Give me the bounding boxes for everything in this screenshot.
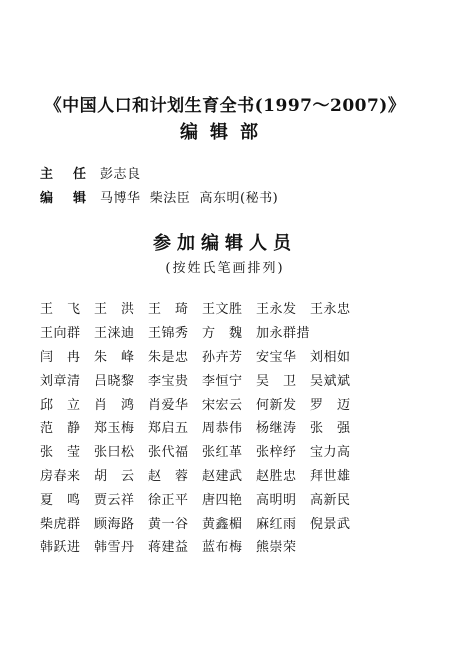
participant-name: 顾海路 [94, 516, 135, 532]
participants-row [40, 391, 420, 415]
participant-name: 吴斌斌 [310, 373, 351, 389]
participant-name: 黄一谷 [148, 516, 189, 532]
participant-name: 杨继涛 [256, 421, 297, 437]
participant-name: 王永忠 [310, 302, 351, 318]
participant-name: 王涞迪 [94, 326, 135, 342]
participant-name: 王 洪 [94, 302, 135, 318]
participant-name: 王向群 [40, 326, 81, 342]
participant-name: 方 魏 [202, 326, 243, 342]
participant-name: 罗 迈 [310, 397, 351, 413]
participant-name: 贾云祥 [94, 492, 135, 508]
participant-name: 高明明 [256, 492, 297, 508]
participant-name: 吕晓黎 [94, 373, 135, 389]
participant-name: 王锦秀 [148, 326, 189, 342]
staff-row [40, 160, 278, 184]
participants-title: 参加编辑人员 [153, 233, 297, 254]
participant-name: 唐四艳 [202, 492, 243, 508]
participant-name: 王 飞 [40, 302, 81, 318]
staff-list [40, 160, 278, 208]
participant-name: 蓝布梅 [202, 540, 243, 556]
participant-name: 邱 立 [40, 397, 81, 413]
role-char: 主 [40, 166, 54, 182]
participant-name: 蒋建益 [148, 540, 189, 556]
participant-name: 麻红雨 [256, 516, 297, 532]
participants-list [40, 296, 420, 558]
participant-name: 宋宏云 [202, 397, 243, 413]
participant-name: 张代福 [148, 445, 189, 461]
participants-row [40, 367, 420, 391]
participant-name: 熊崇荣 [256, 540, 297, 556]
participant-name: 安宝华 [256, 349, 297, 365]
participants-row [40, 510, 420, 534]
participant-name: 宝力高 [310, 445, 351, 461]
staff-names: 彭志良 [100, 166, 141, 182]
participant-name: 何新发 [256, 397, 297, 413]
participant-name: 刘章清 [40, 373, 81, 389]
participant-name: 赵建武 [202, 468, 243, 484]
participant-name: 张 强 [310, 421, 351, 437]
participant-name: 朱是忠 [148, 349, 189, 365]
role-char: 任 [72, 166, 86, 182]
participant-name: 韩跃进 [40, 540, 81, 556]
participants-row [40, 415, 420, 439]
participant-name: 周恭伟 [202, 421, 243, 437]
participants-row [40, 296, 420, 320]
participant-name: 李宝贵 [148, 373, 189, 389]
participant-name: 加永群措 [256, 326, 311, 342]
participant-name: 吴 卫 [256, 373, 297, 389]
participant-name: 张曰松 [94, 445, 135, 461]
participant-name: 刘相如 [310, 349, 351, 365]
participant-name: 李恒宁 [202, 373, 243, 389]
participant-name: 郑玉梅 [94, 421, 135, 437]
participants-row [40, 486, 420, 510]
participant-name: 赵胜忠 [256, 468, 297, 484]
participant-name: 夏 鸣 [40, 492, 81, 508]
participant-name: 拜世雄 [310, 468, 351, 484]
participant-name: 王文胜 [202, 302, 243, 318]
participant-name: 房春来 [40, 468, 81, 484]
participant-name: 柴虎群 [40, 516, 81, 532]
staff-row [40, 184, 278, 208]
participant-name: 徐正平 [148, 492, 189, 508]
participant-name: 肖爱华 [148, 397, 189, 413]
role-label [40, 187, 96, 206]
role-label [40, 163, 96, 182]
participants-row [40, 320, 420, 344]
participant-name: 张红革 [202, 445, 243, 461]
participants-row [40, 439, 420, 463]
book-title: 《中国人口和计划生育全书(1997～2007)》 [44, 96, 406, 116]
participant-name: 黄鑫楣 [202, 516, 243, 532]
participant-name: 张梓纾 [256, 445, 297, 461]
participants-row [40, 344, 420, 368]
participants-note: (按姓氏笔画排列) [165, 261, 285, 276]
participant-name: 肖 鸿 [94, 397, 135, 413]
staff-names: 马博华 柴法臣 高东明(秘书) [100, 190, 279, 206]
participant-name: 倪景武 [310, 516, 351, 532]
participant-name: 高新民 [310, 492, 351, 508]
role-char: 辑 [72, 190, 86, 206]
role-char: 编 [40, 190, 54, 206]
participant-name: 王 琦 [148, 302, 189, 318]
department-title: 编辑部 [180, 122, 270, 143]
participant-name: 张 莹 [40, 445, 81, 461]
participant-name: 范 静 [40, 421, 81, 437]
participant-name: 郑启五 [148, 421, 189, 437]
participant-name: 胡 云 [94, 468, 135, 484]
participant-name: 王永发 [256, 302, 297, 318]
participants-row [40, 534, 420, 558]
participant-name: 赵 蓉 [148, 468, 189, 484]
participant-name: 孙卉芳 [202, 349, 243, 365]
participants-row [40, 463, 420, 487]
participant-name: 闫 冉 [40, 349, 81, 365]
participant-name: 韩雪丹 [94, 540, 135, 556]
participant-name: 朱 峰 [94, 349, 135, 365]
